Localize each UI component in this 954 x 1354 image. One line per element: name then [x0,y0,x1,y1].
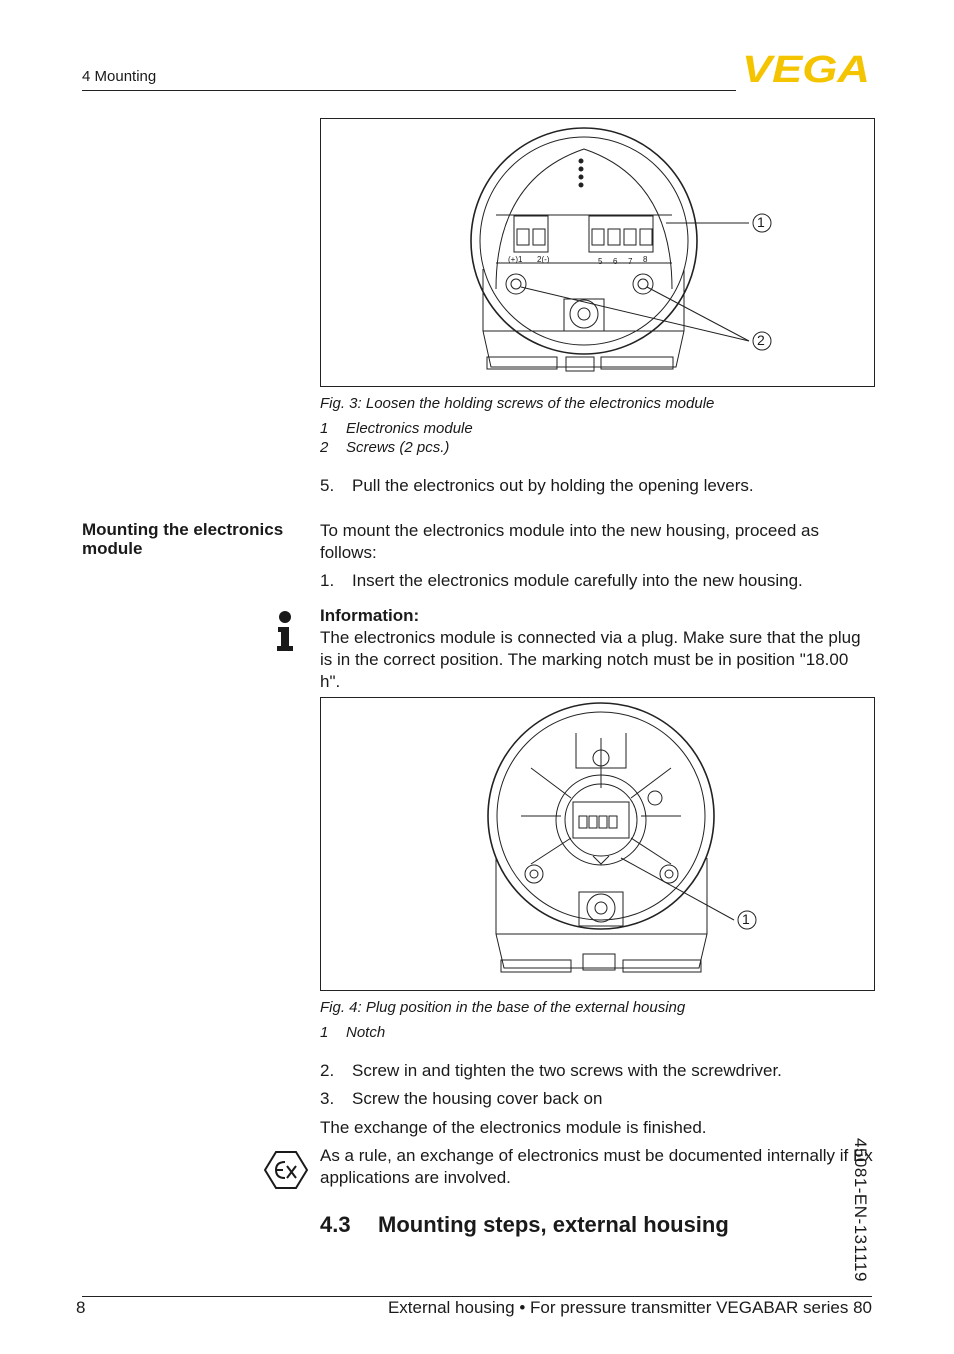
figure-4-frame [320,697,875,991]
terminal-label: (+)1 [508,255,523,264]
mounting-intro: To mount the electronics module into the new housing, proceed as follows: [320,521,819,562]
fig3-callout-2: 2 [757,332,765,348]
terminal-label: 6 [613,257,618,266]
figure-3-legend-item [320,420,473,437]
footer-rule [82,1296,872,1297]
step-number: 2. [320,1061,335,1080]
step-1 [320,570,803,592]
vega-logo [742,52,872,84]
fig4-callout-1: 1 [742,911,750,927]
finished-text: The exchange of the electronics module is finished. [320,1118,707,1137]
fig3-callout-1: 1 [757,214,765,230]
ex-note: As a rule, an exchange of electronics must be documented internally if Ex applications are involved. [320,1146,873,1187]
info-text: The electronics module is connected via a plug. Make sure that the plug is in the correct position. The marking notch must be in position "18.00 h". [320,628,861,691]
header-rule [82,90,736,91]
terminal-label: 7 [628,257,633,266]
figure-4-drawing [321,698,874,990]
section-number: 4.3 [320,1212,351,1237]
figure-4-legend-item [320,1024,385,1041]
svg-text:VEGA: VEGA [742,52,870,84]
step-2 [320,1060,782,1082]
legend-number: 2 [320,439,329,456]
step-text: Pull the electronics out by holding the opening levers. [352,476,754,495]
terminal-label: 2(-) [537,255,550,264]
ex-icon [264,1151,308,1189]
legend-text: Electronics module [346,420,473,437]
step-3 [320,1088,602,1110]
figure-3-legend-item [320,439,449,456]
legend-number: 1 [320,1024,329,1041]
legend-text: Screws (2 pcs.) [346,439,450,456]
step-text: Insert the electronics module carefully into the new housing. [352,571,803,590]
section-heading [320,1212,729,1238]
figure-3-caption: Fig. 3: Loosen the holding screws of the electronics module [320,395,715,412]
margin-heading: Mounting the electronics module [82,520,284,558]
info-icon [274,610,296,652]
step-number: 1. [320,571,335,590]
terminal-label: 8 [643,255,648,264]
running-header: 4 Mounting [82,68,157,85]
step-text: Screw in and tighten the two screws with the screwdriver. [352,1061,782,1080]
step-text: Screw the housing cover back on [352,1089,603,1108]
legend-number: 1 [320,420,329,437]
terminal-label: 5 [598,257,603,266]
figure-3-drawing [321,119,874,386]
legend-text: Notch [346,1024,386,1041]
footer-title: External housing • For pressure transmitter VEGABAR series 80 [387,1298,872,1317]
info-block [320,605,870,693]
document-number: 45081-EN-131119 [851,1138,870,1282]
figure-3-frame [320,118,875,387]
step-5 [320,475,754,497]
page-number: 8 [76,1298,86,1317]
step-number: 5. [320,476,335,495]
figure-4-caption: Fig. 4: Plug position in the base of the external housing [320,999,686,1016]
info-title: Information: [320,606,420,625]
step-number: 3. [320,1089,335,1108]
section-title: Mounting steps, external housing [378,1212,729,1237]
